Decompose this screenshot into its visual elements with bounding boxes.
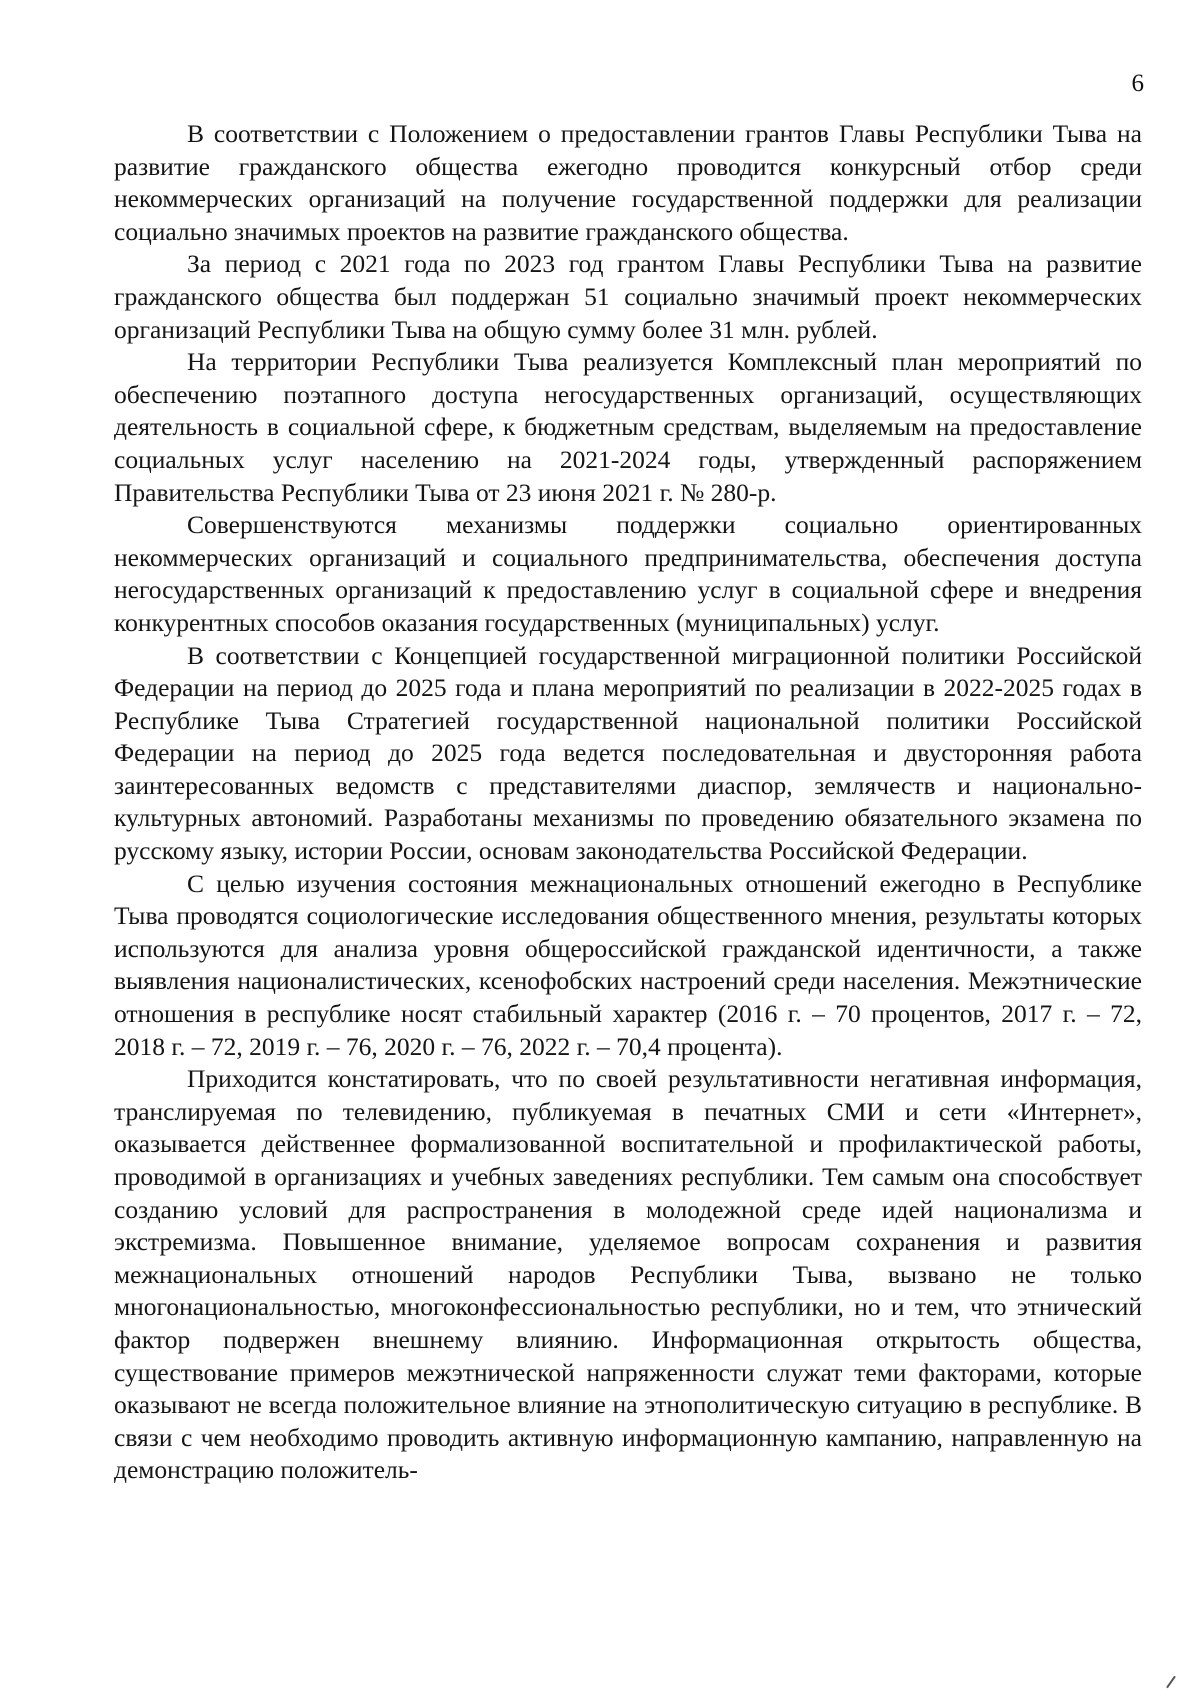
document-body <box>114 118 1142 1487</box>
page-number: 6 <box>1131 70 1144 97</box>
paragraph-grants-regulation: В соответствии с Положением о предоставлении грантов Главы Республики Тыва на развитие гражданского общества ежегодно проводится конкурсный отбор среди некоммерческих организаций на получение государственной поддержки для реализации социально значимых проектов на развитие гражданского общества. <box>114 119 1142 246</box>
paragraph-grants-period: За период с 2021 года по 2023 год грантом Главы Республики Тыва на развитие гражданского общества был поддержан 51 социально значимый проект некоммерческих организаций Республики Тыва на общую сумму более 31 млн. рублей. <box>114 249 1142 344</box>
scan-corner-mark <box>1166 1676 1176 1689</box>
paragraph-migration-policy: В соответствии с Концепцией государственной миграционной политики Российской Федерации на период до 2025 года и плана мероприятий по реализации в 2022-2025 годах в Республике Тыва Стратегией государственной национальной политики Российской Федерации на период до 2025 года ведется последовательная и двусторонняя работа заинтересованных ведомств с представителями диаспор, землячеств и национально-культурных автономий. Разработаны механизмы по проведению обязательного экзамена по русскому языку, истории России, основам законодательства Российской Федерации. <box>114 640 1142 866</box>
paragraph-support-mechanisms: Совершенствуются механизмы поддержки социально ориентированных некоммерческих организаций и социального предпринимательства, обеспечения доступа негосударственных организаций к предоставлению услуг в социальной сфере и внедрения конкурентных способов оказания государственных (муниципальных) услуг. <box>114 510 1142 637</box>
paragraph-negative-information: Приходится констатировать, что по своей результативности негативная информация, транслируемая по телевидению, публикуемая в печатных СМИ и сети «Интернет», оказывается действеннее формализованной воспитательной и профилактической работы, проводимой в организациях и учебных заведениях республики. Тем самым она способствует созданию условий для распространения в молодежной среде идей национализма и экстремизма. Повышенное внимание, уделяемое вопросам сохранения и развития межнациональных отношений народов Республики Тыва, вызвано не только многонациональностью, многоконфессиональностью республики, но и тем, что этнический фактор подвержен внешнему влиянию. Информационная открытость общества, существование примеров межэтнической напряженности служат теми факторами, которые оказывают не всегда положительное влияние на этнополитическую ситуацию в республике. В связи с чем необходимо проводить активную информационную кампанию, направленную на демонстрацию положитель- <box>114 1064 1142 1485</box>
paragraph-interethnic-research: С целью изучения состояния межнациональных отношений ежегодно в Республике Тыва проводятся социологические исследования общественного мнения, результаты которых используются для анализа уровня общероссийской гражданской идентичности, а также выявления националистических, ксенофобских настроений среди населения. Межэтнические отношения в республике носят стабильный характер (2016 г. – 70 процентов, 2017 г. – 72, 2018 г. – 72, 2019 г. – 76, 2020 г. – 76, 2022 г. – 70,4 процента). <box>114 868 1142 1061</box>
paragraph-complex-plan: На территории Республики Тыва реализуется Комплексный план мероприятий по обеспечению поэтапного доступа негосударственных организаций, осуществляющих деятельность в социальной сфере, к бюджетным средствам, выделяемым на предоставление социальных услуг населению на 2021-2024 годы, утвержденный распоряжением Правительства Республики Тыва от 23 июня 2021 г. № 280-р. <box>114 347 1142 507</box>
